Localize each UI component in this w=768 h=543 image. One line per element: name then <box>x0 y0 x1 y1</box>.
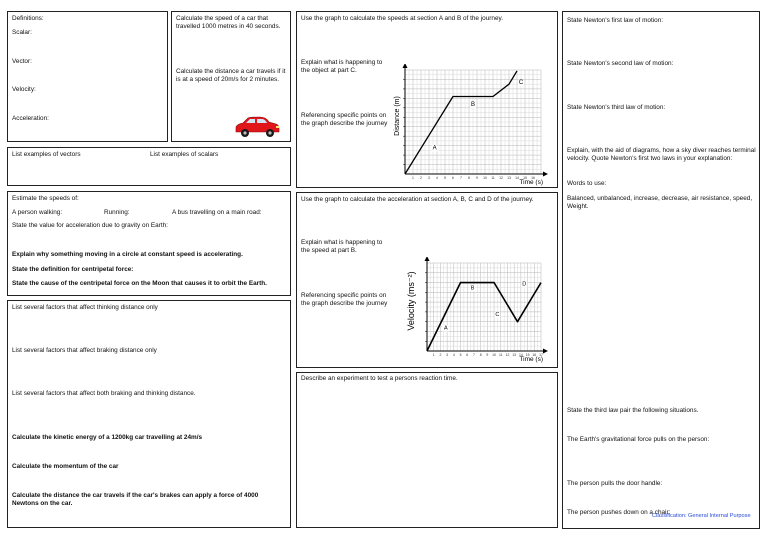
term-vector: Vector: <box>12 58 32 65</box>
distance-time-graph <box>393 64 557 188</box>
distance-time-graph-box <box>296 11 558 188</box>
x-axis-arrow <box>543 172 548 177</box>
centripetal-cause-prompt: State the cause of the centripetal force on the Moon that causes it to orbit the Earth. <box>12 280 267 287</box>
words-to-use-heading: Words to use: <box>567 180 607 187</box>
circular-motion-prompt: Explain why something moving in a circle at constant speed is accelerating. <box>12 251 243 258</box>
reaction-time-box <box>296 372 558 528</box>
x-axis-label: Time (s) <box>519 356 543 363</box>
section-label: C <box>518 80 524 87</box>
brake-force-prompt: Calculate the distance the car travels if the car's brakes can apply a force of 4000 Newtons on the car. <box>12 492 259 507</box>
section-label: C <box>495 311 500 318</box>
x-axis-arrow <box>543 349 548 354</box>
car-icon <box>233 115 281 139</box>
y-axis-label: Distance (m) <box>394 96 401 136</box>
newton-third-law-prompt: State Newton's third law of motion: <box>567 104 666 111</box>
y-axis-arrow <box>403 64 408 68</box>
thinking-distance-prompt: List several factors that affect thinking distance only <box>12 304 158 311</box>
x-tick-label: 10 <box>483 176 487 180</box>
x-tick-label: 9 <box>486 353 489 357</box>
section-label: B <box>470 285 475 292</box>
definitions-heading: Definitions: <box>12 15 44 22</box>
x-tick-label: 2 <box>420 176 422 180</box>
velocity-graph-reference-prompt: Referencing specific points on the graph describe the journey <box>301 292 388 307</box>
x-tick-label: 8 <box>479 353 482 357</box>
velocity-time-graph-box <box>296 192 558 368</box>
estimate-speeds-box <box>7 191 291 296</box>
section-label: D <box>522 281 527 288</box>
x-tick-label: 16 <box>531 176 535 180</box>
speed-calculation-box <box>171 11 291 142</box>
stopping-distance-box <box>7 300 291 528</box>
y-axis-label: Velocity (ms⁻²) <box>406 271 416 331</box>
distance-question: Calculate the distance a car travels if it is at a speed of 20m/s for 2 minutes. <box>176 68 286 83</box>
vectors-prompt: List examples of vectors <box>12 151 81 158</box>
x-tick-label: 13 <box>512 353 517 357</box>
x-tick-label: 14 <box>515 176 519 180</box>
x-tick-label: 7 <box>460 176 462 180</box>
pair-chair-prompt: The person pushes down on a chair: <box>567 509 671 516</box>
x-tick-label: 4 <box>452 353 455 357</box>
x-tick-label: 14 <box>518 353 523 357</box>
speed-question: Calculate the speed of a car that travelled 1000 metres in 40 seconds. <box>176 15 281 30</box>
bus-prompt: A bus travelling on a main road: <box>172 209 262 216</box>
x-tick-label: 3 <box>446 353 449 357</box>
both-distance-prompt: List several factors that affect both braking and thinking distance. <box>12 390 196 397</box>
x-tick-label: 5 <box>444 176 446 180</box>
x-tick-label: 15 <box>523 176 527 180</box>
third-law-pairs-heading: State the third law pair the following situations. <box>567 407 699 414</box>
velocity-graph-explain-prompt: Explain what is happening to the speed at part B. <box>301 239 383 254</box>
definitions-box <box>7 11 168 142</box>
x-tick-label: 6 <box>466 353 469 357</box>
x-tick-label: 11 <box>491 176 495 180</box>
newton-first-law-prompt: State Newton's first law of motion: <box>567 17 664 24</box>
term-scalar: Scalar: <box>12 29 32 36</box>
x-tick-label: 12 <box>505 353 510 357</box>
velocity-time-graph <box>405 257 555 367</box>
scalars-prompt: List examples of scalars <box>150 151 219 158</box>
velocity-graph-instruction: Use the graph to calculate the acceleration at section A, B, C and D of the journey. <box>301 196 534 203</box>
x-tick-label: 4 <box>436 176 438 180</box>
x-axis-label: Time (s) <box>519 179 543 186</box>
section-label: A <box>443 325 448 332</box>
y-axis-arrow <box>425 257 430 261</box>
newton-second-law-prompt: State Newton's second law of motion: <box>567 60 674 67</box>
vector-scalar-list-box <box>7 147 291 186</box>
x-tick-label: 6 <box>452 176 454 180</box>
distance-graph-explain-prompt: Explain what is happening to the object at part C. <box>301 59 383 74</box>
x-tick-label: 11 <box>498 353 503 357</box>
x-tick-label: 1 <box>432 353 435 357</box>
x-tick-label: 5 <box>459 353 462 357</box>
newtons-laws-box <box>562 11 760 529</box>
term-acceleration: Acceleration: <box>12 115 49 122</box>
reaction-time-prompt: Describe an experiment to test a persons reaction time. <box>301 375 458 382</box>
x-tick-label: 1 <box>412 176 414 180</box>
classification-label: Classification: General Internal Purpose <box>652 513 751 519</box>
term-velocity: Velocity: <box>12 86 36 93</box>
momentum-prompt: Calculate the momentum of the car <box>12 463 119 470</box>
x-tick-label: 9 <box>476 176 478 180</box>
gravity-prompt: State the value for acceleration due to gravity on Earth: <box>12 222 168 229</box>
x-tick-label: 15 <box>525 353 530 357</box>
x-tick-label: 16 <box>532 353 537 357</box>
x-tick-label: 2 <box>439 353 442 357</box>
running-prompt: Running: <box>104 209 130 216</box>
section-label: A <box>432 145 437 152</box>
pair-gravity-prompt: The Earth's gravitational force pulls on the person: <box>567 436 710 443</box>
walking-prompt: A person walking: <box>12 209 63 216</box>
x-tick-label: 13 <box>507 176 511 180</box>
braking-distance-prompt: List several factors that affect braking distance only <box>12 347 157 354</box>
x-tick-label: 3 <box>428 176 430 180</box>
x-tick-label: 7 <box>472 353 475 357</box>
distance-graph-reference-prompt: Referencing specific points on the graph describe the journey <box>301 112 388 127</box>
section-label: B <box>470 101 476 108</box>
x-tick-label: 8 <box>468 176 470 180</box>
skydiver-prompt: Explain, with the aid of diagrams, how a sky diver reaches terminal velocity. Quote Newton's first two laws in your explanation: <box>567 147 756 162</box>
kinetic-energy-prompt: Calculate the kinetic energy of a 1200kg car travelling at 24m/s <box>12 434 203 441</box>
x-tick-label: 10 <box>492 353 496 357</box>
centripetal-definition-prompt: State the definition for centripetal force: <box>12 266 134 273</box>
x-tick-label: 17 <box>539 353 543 357</box>
estimate-heading: Estimate the speeds of: <box>12 195 79 202</box>
x-tick-label: 12 <box>499 176 503 180</box>
distance-graph-instruction: Use the graph to calculate the speeds at section A and B of the journey. <box>301 15 504 22</box>
pair-door-handle-prompt: The person pulls the door handle: <box>567 480 663 487</box>
words-to-use-list: Balanced, unbalanced, increase, decrease, air resistance, speed, Weight. <box>567 195 753 210</box>
